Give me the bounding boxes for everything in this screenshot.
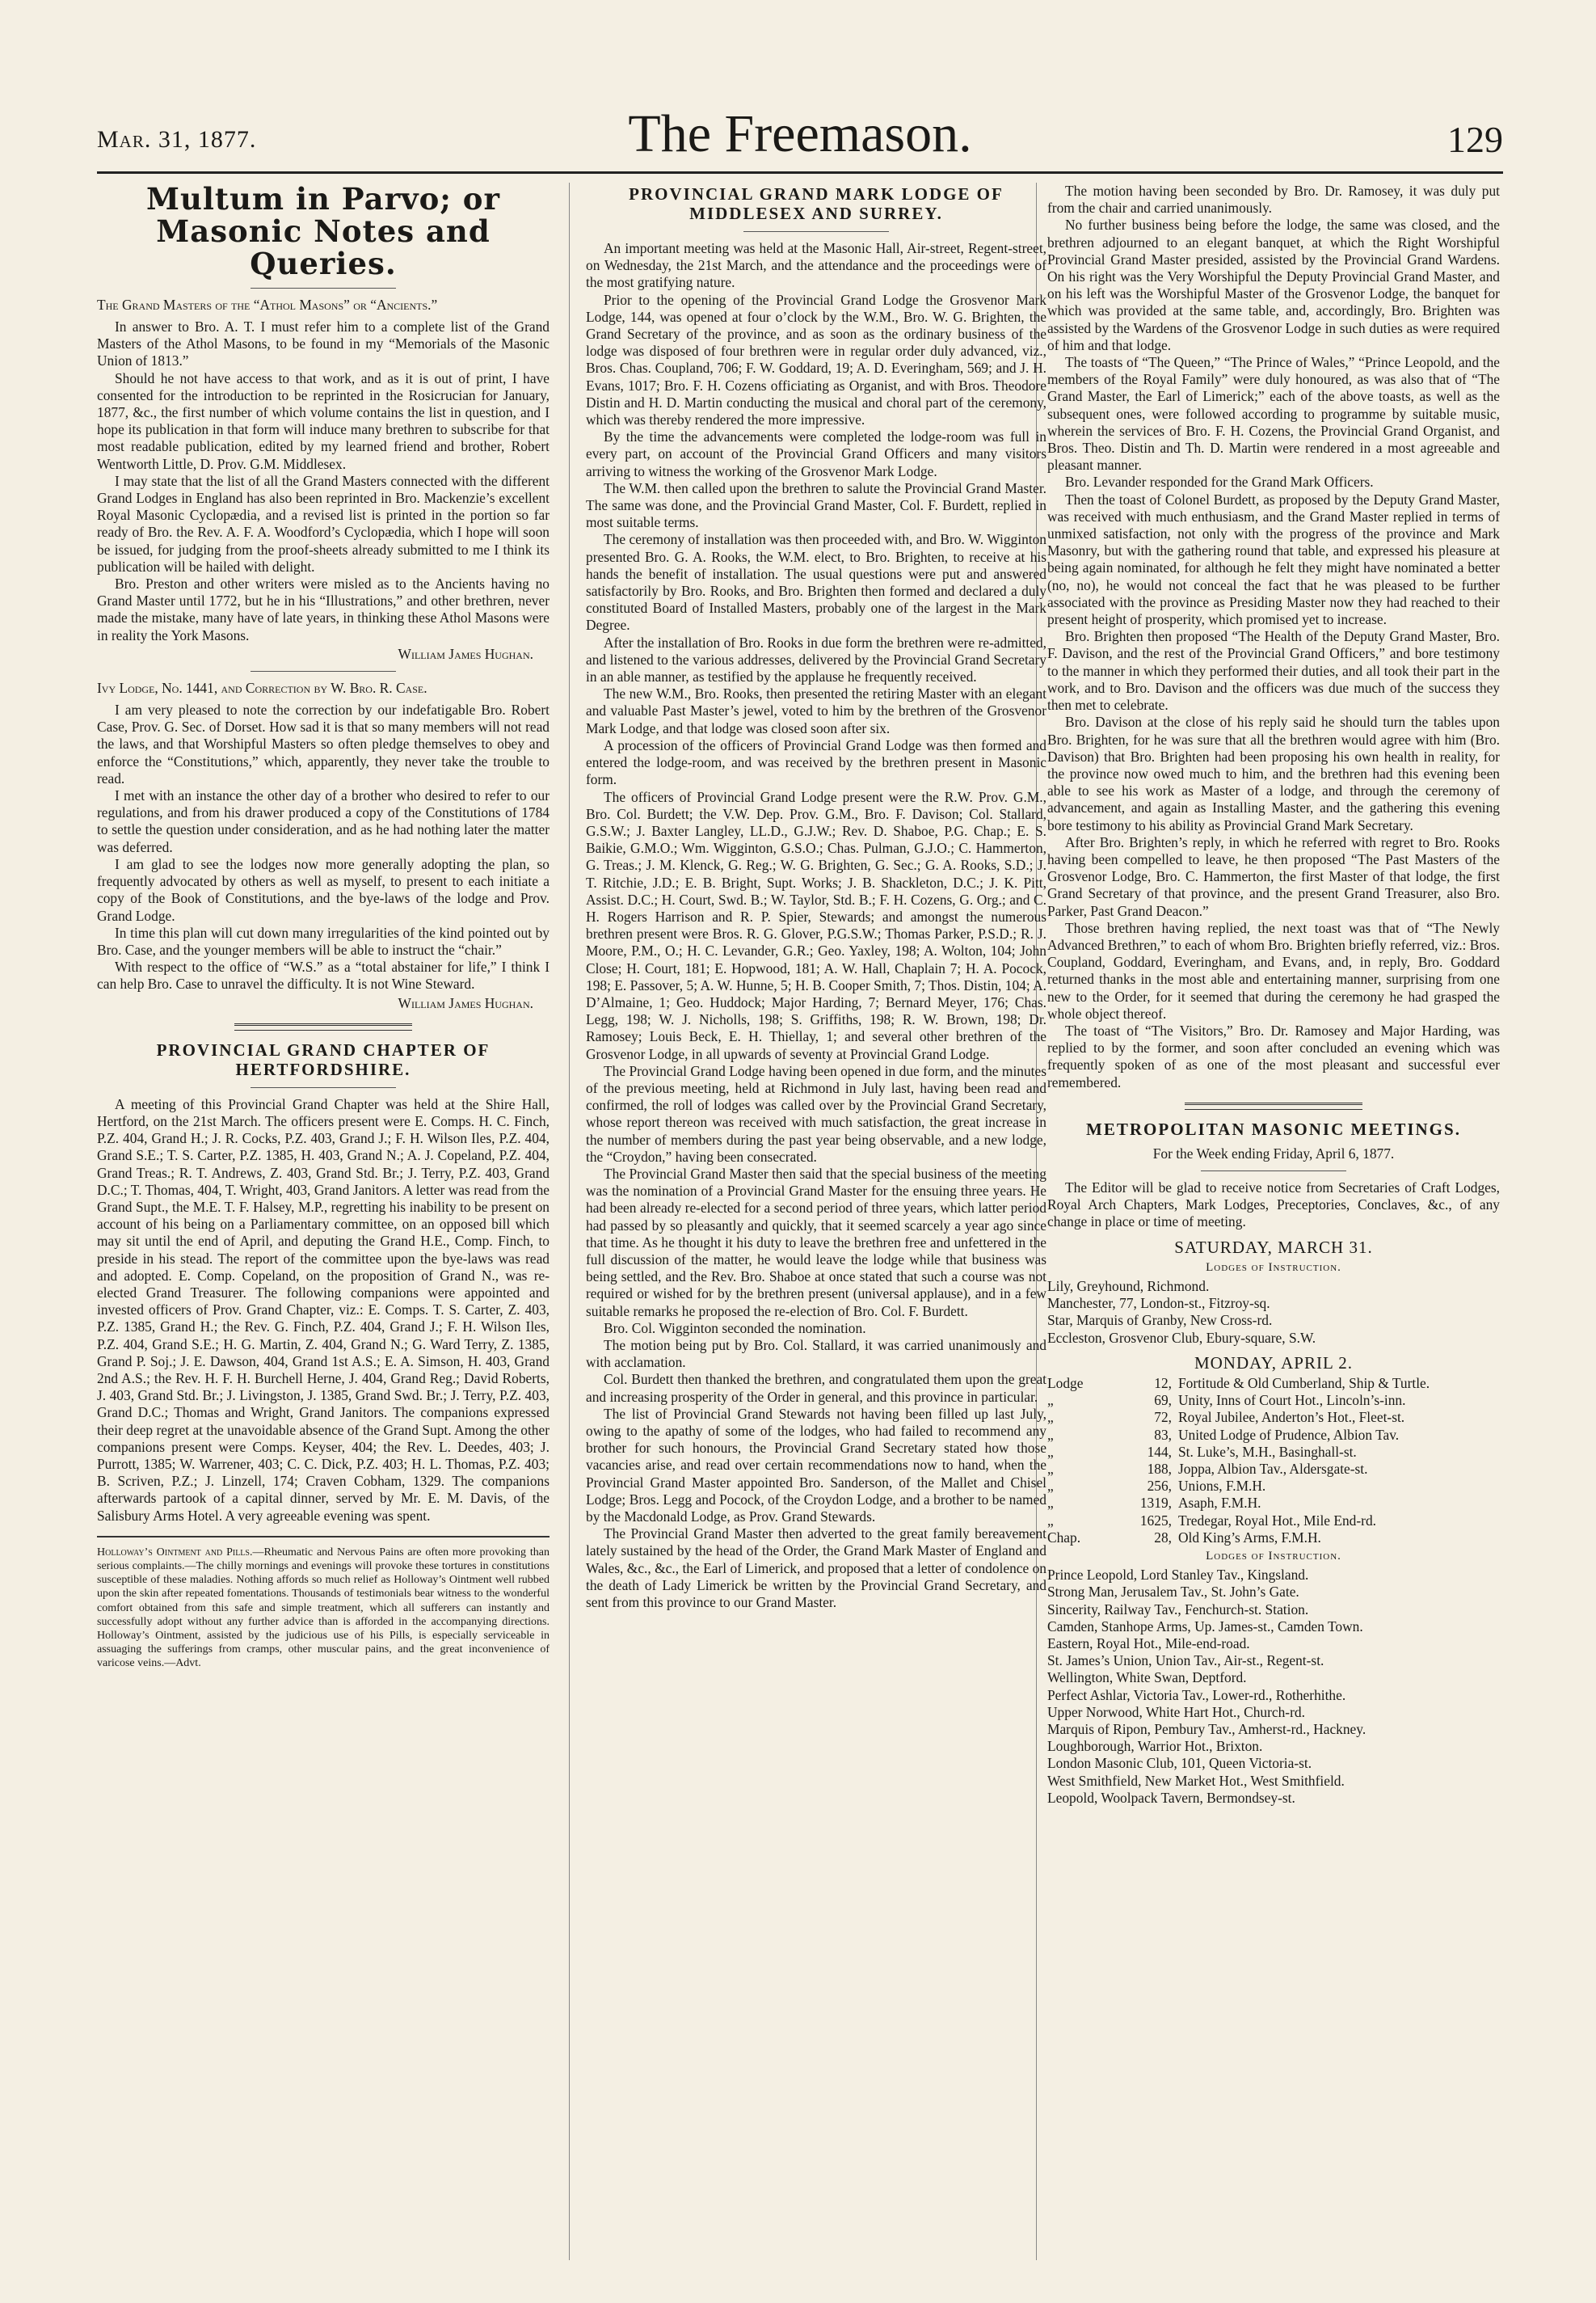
column-3 [1047,183,1500,2271]
lodge-number: 1319, [1139,1495,1172,1512]
lodge-number: 144, [1147,1443,1172,1460]
meeting-entry: London Masonic Club, 101, Queen Victoria-st. [1047,1755,1312,1772]
double-rule [234,1023,412,1031]
lodge-venue: United Lodge of Prudence, Albion Tav. [1178,1426,1400,1443]
lodge-venue: Old King’s Arms, F.M.H. [1178,1529,1321,1546]
lodge-number: 256, [1147,1478,1172,1495]
paragraph: I am very pleased to note the correction by our indefatigable Bro. Robert Case, Prov. G. Sec. of Dorset. How sad it is that so many members will not read the laws, and that Worshipful Masters so often pledge themselves to obey and enforce the “Constitutions,” which, apparently, they never take the trouble to read. [97,702,550,787]
advert-text: —Rheumatic and Nervous Pains are often more provoking than serious complaints.—The chilly mornings and evenings will provoke these tortures in constitutions susceptible of these maladies. Nothing affords so much relief as Holloway’s Ointment well rubbed upon the skin after repeated fomentations. Thousands of testimonials bear witness to the wonderful comfort obtained from this safe and simple treatment, which all sufferers can instantly and successfully adopt without any further advice than is afforded in the accompanying directions. Holloway’s Ointment, assisted by the judicious use of his Pills, is especially serviceable in assuaging the sufferings from cramps, other muscular pains, and the great inconvenience of varicose veins.—Advt. [97,1546,550,1670]
meeting-entry: Loughborough, Warrior Hot., Brixton. [1047,1738,1263,1755]
lodge-type: Lodge [1047,1375,1084,1391]
notes-and-queries-title: Multum in Parvo; or Masonic Notes and Queries. [146,183,500,281]
meeting-entry: Sincerity, Railway Tav., Fenchurch-st. Station. [1047,1601,1309,1618]
lodge-row [1047,1427,1500,1444]
paragraph: Bro. Preston and other writers were misled as to the Ancients having no Grand Master until 1772, but he in his “Illustrations,” and other brethren, never made the mistake, many have of late years, in thinking these Athol Masons were in reality the York Masons. [97,576,550,643]
lodge-venue: St. Luke’s, M.H., Basinghall-st. [1178,1443,1357,1460]
issue-date: Mar. 31, 1877. [97,126,257,153]
paragraph: I am glad to see the lodges now more generally adopting the plan, so frequently advocated by others as well as myself, to present to each initiate a copy of the Book of Constitutions, and the bye-laws of the lodge and Prov. Grand Lodge. [97,855,550,924]
paragraph: I may state that the list of all the Grand Masters connected with the different Grand Lodges in England has also been reprinted in Bro. Mackenzie’s excellent Royal Masonic Cyclopædia, and a revised list is printed in the portion so far ready of Bro. the Rev. A. F. A. Woodford’s Cyclopædia, which I hope will soon be issued, for judging from the proof-sheets already submitted to me I think its publication will be hailed with delight. [97,472,550,575]
editor-note: The Editor will be glad to receive notice from Secretaries of Craft Lodges, Royal Arch Chapters, Mark Lodges, Preceptories, Conclaves, &c., of any change in place or time of meeting. [1047,1179,1500,1230]
paragraph: The ceremony of installation was then proceeded with, and Bro. W. Wigginton presented Bro. G. A. Rooks, the W.M. elect, to Bro. Brighten, to receive at his hands the benefit of installation. The usual questions were put and answered satisfactorily by Bro. Rooks, and Bro. Brighten then formed and declared a duly constituted Board of Installed Masters, probably one of the largest in the Mark Degree. [586,531,1046,634]
lodge-number: 72, [1154,1409,1172,1426]
article-heading: Ivy Lodge, No. 1441, and Correction by W. Bro. R. Case. [97,680,427,697]
paragraph: Should he not have access to that work, and as it is out of print, I have consented for the introduction to be reprinted in the Rosicrucian for January, 1877, &c., the first number of which volume contains the list in question, and I hope its publication in that form will induce many brethren to subscribe for that most readable publication, edited by my learned friend and brother, Robert Wentworth Little, D. Prov. G.M. Middlesex. [97,369,550,472]
meeting-entry: Wellington, White Swan, Deptford. [1047,1669,1247,1686]
mark-lodge-headline: PROVINCIAL GRAND MARK LODGE OF MIDDLESEX AND SURREY. [629,184,1004,223]
lodge-type: „ [1047,1478,1054,1495]
article-body [1047,183,1500,1091]
lodge-number: 83, [1154,1426,1172,1443]
section-rule [251,671,396,672]
column-1 [97,183,550,2271]
paragraph: Bro. Col. Wigginton seconded the nomination. [604,1319,866,1336]
paragraph: The toast of “The Visitors,” Bro. Dr. Ramosey and Major Harding, was replied to by the former, and soon after concluded an evening which was frequently spoken of as one of the most pleasant and successful ever remembered. [1047,1022,1500,1090]
article-heading: The Grand Masters of the “Athol Masons” or “Ancients.” [97,297,438,313]
meeting-entry: Star, Marquis of Granby, New Cross-rd. [1047,1312,1273,1329]
paragraph: After the installation of Bro. Rooks in due form the brethren were re-admitted, and listened to the various addresses, delivered by the Provincial Grand Secretary in an able manner, as testified by the applause he frequently received. [586,634,1046,685]
lodge-venue: Royal Jubilee, Anderton’s Hot., Fleet-st. [1178,1409,1405,1426]
lodge-venue: Asaph, F.M.H. [1178,1495,1261,1512]
lodge-number: 188, [1147,1461,1172,1478]
lodge-type: „ [1047,1392,1054,1409]
paragraph: The officers of Provincial Grand Lodge present were the R.W. Prov. G.M., Bro. Col. Burdett; the V.W. Dep. Prov. G.M., Bro. F. Davison; Col. Stallard, G.S.W.; J. Baxter Langley, LL.D., G.J.W.; Rev. D. Shaboe, P.G. Chap.; E. S. Baikie, G.M.O.; Wm. Wigginton, G.S.O.; Chas. Pulman, G.J.O.; C. Hammerton, G. Treas.; J. M. Klenck, G. Reg.; W. G. Brighten, G. Sec.; G. A. Rooks, S.D.; J. T. Ritchie, J.D.; E. B. Bright, Supt. Works; J. B. Shackleton, D.C.; J. K. Pitt, Assist. D.C.; H. Court, Swd. B.; W. Taylor, Std. B.; F. H. Cozens, G. Org.; and C. H. Rogers Harrison and R. P. Spier, Stewards; and amongst the numerous brethren present were Bros. R. G. Glover, P.G.S.W.; Thomas Parker, P.S.D.; R. J. Moore, P.M., O.; H. C. Levander, G.R.; Geo. Yaxley, 198; A. Wolton, 104; John Close; H. Court, 181; E. Hopwood, 181; A. W. Hall, Chaplain 7; H. A. Pocock, 198; E. Passover, 5; A. W. Hunne, 5; H. B. Cooper Smith, 7; Thos. Distin, 104; A. D’Almaine, 1; Geo. Huddock; Major Harding, 7; Bernard Meyer, 176; Chas. Legg, 198; W. J. Nicholls, 198; S. Griffiths, 198; R. W. Brown, 198; Dr. Ramosey; Louis Beck, E. H. Thiellay, 1; and several other brethren of the Grosvenor Lodge, in all upwards of seventy at Provincial Grand Lodge. [586,788,1046,1062]
section-rule [743,231,889,232]
page-number: 129 [1447,119,1503,160]
paragraph: The list of Provincial Grand Stewards not having been filled up last July, owing to the apathy of some of the lodges, who had failed to recommend any brother for such honours, the Provincial Grand Secretary stated how those vacancies arise, and read over certain recommendations now to hand, when the Provincial Grand Master appointed Bro. Sanderson, of the Mallet and Chisel Lodge; Bros. Legg and Pocock, of the Croydon Lodge, and a brother to be named by the Macdonald Lodge, as Prov. Grand Stewards. [586,1405,1046,1525]
lodge-number: 1625, [1139,1512,1172,1529]
holloway-advertisement [97,1546,550,1671]
newspaper-title: The Freemason. [628,104,972,163]
lodge-type: „ [1047,1409,1054,1426]
sub-heading: Lodges of Instruction. [1206,1260,1341,1274]
lodge-table [1047,1375,1500,1546]
meeting-entry: Perfect Ashlar, Victoria Tav., Lower-rd., Rotherhithe. [1047,1686,1346,1703]
article-body [586,240,1046,1611]
paragraph: The new W.M., Bro. Rooks, then presented the retiring Master with an elegant and valuable Past Master’s jewel, voted to him by the brethren of the Grosvenor Mark Lodge, and that lodge was closed soon after six. [586,685,1046,736]
meeting-entry: Lily, Greyhound, Richmond. [1047,1277,1210,1294]
meeting-entry: Marquis of Ripon, Pembury Tav., Amherst-rd., Hackney. [1047,1721,1366,1738]
paragraph: The W.M. then called upon the brethren to salute the Provincial Grand Master. The same was done, and the Provincial Grand Master, Col. F. Burdett, replied in most suitable terms. [586,479,1046,531]
lodge-type: „ [1047,1443,1054,1460]
lodge-venue: Fortitude & Old Cumberland, Ship & Turtle. [1178,1375,1430,1391]
paragraph: I met with an instance the other day of a brother who desired to refer to our regulations, and from his drawer produced a copy of the Constitutions of 1784 to settle the question under consideration, and as he had nothing later the matter was deferred. [97,787,550,855]
lodge-row [1047,1444,1500,1461]
paragraph: The Provincial Grand Master then said that the special business of the meeting was the nomination of a Provincial Grand Master for the ensuing three years. He had been already re-elected for a second period of three years, which latter period had passed by so pleasantly and quickly, that it seemed scarcely a year ago since that time. As he thought it his duty to leave the brethren free and unfettered in the full discussion of the matter, he would leave the lodge while that business was being settled, and the Rev. Bro. Shaboe at once stated that such a course was not required or wished for by the brethren present (universal applause), and in a few suitable remarks he proposed the re-election of Bro. Col. F. Burdett. [586,1165,1046,1319]
section-rule [251,288,396,289]
lodge-venue: Joppa, Albion Tav., Aldersgate-st. [1178,1461,1368,1478]
paragraph: Bro. Brighten then proposed “The Health of the Deputy Grand Master, Bro. F. Davison, and the rest of the Provincial Grand Officers,” and bore testimony to the manner in which they performed their duties, and all took their part in the work, and to Bro. Davison and the officers was due much of the success they then met to celebrate. [1047,628,1500,714]
paragraph: Col. Burdett then thanked the brethren, and congratulated them upon the great and increasing prosperity of the Order in general, and this province in particular. [586,1371,1046,1405]
lodge-venue: Tredegar, Royal Hot., Mile End-rd. [1178,1512,1376,1529]
advert-lead: Holloway’s Ointment and Pills. [97,1546,253,1559]
day-heading: SATURDAY, MARCH 31. [1174,1237,1373,1257]
paragraph: In time this plan will cut down many irregularities of the kind pointed out by Bro. Case, and the younger members will be able to instruct the “chair.” [97,924,550,958]
meeting-entry: Eccleston, Grosvenor Club, Ebury-square, S.W. [1047,1329,1316,1346]
section-rule [251,1087,396,1088]
paragraph: An important meeting was held at the Masonic Hall, Air-street, Regent-street, on Wednesday, the 21st March, and the attendance and the proceedings were of the most gratifying nature. [586,240,1046,291]
lodge-row [1047,1512,1500,1529]
paragraph: The motion having been seconded by Bro. Dr. Ramosey, it was duly put from the chair and carried unanimously. [1047,183,1500,217]
lodge-venue: Unions, F.M.H. [1178,1478,1266,1495]
paragraph: Bro. Davison at the close of his reply said he should turn the tables upon Bro. Brighten, for he was sure that all the brethren would agree with him (Bro. Davison) that Bro. Brighten had been proposing his own health in reality, for the province now owed much to him, and the brethren had this evening been able to see his work as Master of a lodge, and through the ceremony of advancement, and again as Installing Master, and the gathering this evening bore testimony to his ability as Provincial Grand Mark Secretary. [1047,714,1500,833]
signature: William James Hughan. [398,645,533,662]
section-rule [1201,1170,1346,1171]
paragraph: A procession of the officers of Provincial Grand Lodge was then formed and entered the lodge-room, and was received by the brethren present in Masonic form. [586,736,1046,788]
signature: William James Hughan. [398,994,533,1011]
paragraph: Bro. Levander responded for the Grand Mark Officers. [1065,474,1374,491]
meeting-entry: Upper Norwood, White Hart Hot., Church-rd. [1047,1703,1305,1720]
lodge-venue: Unity, Inns of Court Hot., Lincoln’s-inn. [1178,1392,1406,1409]
header-rule [97,171,1503,174]
lodge-type: „ [1047,1495,1054,1512]
lodge-row [1047,1495,1500,1512]
paragraph: No further business being before the lodge, the same was closed, and the brethren adjourned to an elegant banquet, at which the Right Worshipful Provincial Grand Master presided, assisted by the Provincial Grand Wardens. On his right was the Very Worshipful the Deputy Provincial Grand Master, and on his left was the Worshipful Master of the Grosvenor Lodge, the banquet for which was provided at the same table, and, accordingly, Bro. Brighten was assisted by the Wardens of the Grosvenor Lodge in such duties as were required of him and that lodge. [1047,217,1500,353]
paragraph: A meeting of this Provincial Grand Chapter was held at the Shire Hall, Hertford, on the 21st March. The officers present were E. Comps. H. C. Finch, P.Z. 404, Grand H.; J. R. Cocks, P.Z. 403, Grand J.; F. H. Wilson Iles, P.Z. 404, Grand S.E.; T. S. Carter, P.Z. 1385, H. 403, Grand N.; A. J. Copeland, P.Z. 404, Grand Treas.; R. T. Andrews, Z. 403, Grand Std. Br.; J. Terry, P.Z. 403, Grand D.C.; T. Thomas, 404, T. Wright, 403, Grand Janitors. A letter was read from the Grand Supt., the M.E. T. F. Halsey, M.P., regretting his inability to be present on account of his being on a Parliamentary committee, on an opposed bill which may sit until the end of April, and deputing the Grand H.E., Comp. Finch, to preside in his stead. The report of the committee upon the bye-laws was read and adopted. E. Comp. Copeland, on the proposition of Grand N., was re-elected Grand Treasurer. The following companions were appointed and invested officers of Prov. Grand Chapter, viz.: E. Comps. T. S. Carter, Z. 403, P.Z. 1385, Grand H.; the Rev. G. Finch, P.Z. 404, Grand J.; F. H. Wilson Iles, P.Z. 404, Grand S.E.; H. G. Martin, Z. 404, Grand N.; G. Ward Terry, Z. 1385, Grand P. Soj.; J. E. Dawson, 404, Grand 1st A.S.; E. A. Simson, H. 403, Grand 2nd A.S.; the Rev. H. F. H. Burchell Herne, J. 404, Grand Reg.; David Roberts, J. 403, Grand Std. Br.; J. Livingston, J. 1385, Grand Swd. Br.; J. Terry, P.Z. 403, Grand D.C.; Thomas and Wright, Grand Janitors. The companions expressed their deep regret at the unavoidable absence of the Grand Supt. Among the other companions present were Comps. Keyser, 404; the Rev. L. Deedes, 403; J. Purrott, 1385; W. Warrener, 403; C. C. Dick, P.Z. 403; H. L. Thomas, P.Z. 403; B. Scriven, P.Z.; J. Linzell, 174; Craven Cobham, 1329. The companions afterwards partook of a capital dinner, served by Mr. E. M. Davis, of the Salisbury Arms Hotel. A very agreeable evening was spent. [97,1095,550,1524]
meeting-entry: Camden, Stanhope Arms, Up. James-st., Camden Town. [1047,1618,1363,1634]
lodge-type: Chap. [1047,1529,1081,1546]
meetings-headline: METROPOLITAN MASONIC MEETINGS. [1086,1119,1461,1139]
meeting-entry: Leopold, Woolpack Tavern, Bermondsey-st. [1047,1789,1295,1806]
meeting-entry: West Smithfield, New Market Hot., West Smithfield. [1047,1772,1345,1789]
paragraph: The toasts of “The Queen,” “The Prince of Wales,” “Prince Leopold, and the members of the Royal Family” were duly honoured, as was also that of “The Grand Master, the Earl of Limerick;” each of the above toasts, as well as the subsequent ones, were followed according to programme by suitable music, wherein the services of Bro. F. H. Cozens, the Provincial Grand Organist, and Bros. Theo. Distin and Th. D. Martin were rendered in a most agreeable and pleasant manner. [1047,354,1500,474]
paragraph: The Provincial Grand Lodge having been opened in due form, and the minutes of the previous meeting, held at Richmond in July last, having been read and confirmed, the roll of lodges was called over by the Provincial Grand Secretary, whose report thereon was received with much satisfaction, the great increase in the number of members during the past year being observable, and a new lodge, the “Croydon,” having been consecrated. [586,1062,1046,1165]
column-divider [569,183,570,2260]
lodge-number: 12, [1154,1375,1172,1391]
paragraph: Those brethren having replied, the next toast was that of “The Newly Advanced Brethren,” to each of whom Bro. Brighten briefly referred, viz.: Bros. Coupland, Goddard, Everingham, and Evans, and, in reply, Bro. Goddard returned thanks in the most able and entertaining manner, surprising from one new to the Order, for it seemed that during the ceremony he had grasped the whole object thereof. [1047,919,1500,1022]
lodge-row [1047,1375,1500,1392]
lodge-number: 69, [1154,1392,1172,1409]
chapter-headline: PROVINCIAL GRAND CHAPTER OF HERTFORDSHIRE. [156,1040,491,1079]
meeting-entry: Manchester, 77, London-st., Fitzroy-sq. [1047,1295,1270,1312]
article-body [97,318,550,644]
lodge-row [1047,1392,1500,1409]
article-body [97,702,550,993]
masthead [97,103,1503,168]
meetings-subtitle: For the Week ending Friday, April 6, 1877. [1152,1145,1395,1162]
lodge-row [1047,1409,1500,1426]
paragraph: The motion being put by Bro. Col. Stallard, it was carried unanimously and with acclamation. [586,1337,1046,1371]
day-heading: MONDAY, APRIL 2. [1194,1352,1354,1373]
lodge-type: „ [1047,1512,1054,1529]
paragraph: In answer to Bro. A. T. I must refer him to a complete list of the Grand Masters of the Athol Masons, to be found in my “Memorials of the Masonic Union of 1813.” [97,318,550,369]
paragraph: Prior to the opening of the Provincial Grand Lodge the Grosvenor Mark Lodge, 144, was opened at four o’clock by the W.M., Bro. W. G. Brighten, the Grand Secretary of the province, and as soon as the ordinary business of the lodge was disposed of four brethren were in regular order duly advanced, viz., Bros. Chas. Coupland, 706; F. W. Goddard, 19; A. D. Everingham, 569; and J. H. Evans, 1017; Bro. F. H. Cozens officiating as Organist, and with Bros. Theodore Distin and H. D. Martin conducting the musical and choral part of the ceremony, which was thereby rendered the more impressive. [586,291,1046,428]
lodge-row [1047,1478,1500,1495]
paragraph: Then the toast of Colonel Burdett, as proposed by the Deputy Grand Master, was received with much enthusiasm, and the Grand Master replied in terms of unmixed satisfaction, not only with the progress of the province and Mark Masonry, but with the gathering round that table, and expressed his pleasure at being again nominated, for although he felt they might have nominated a better (no, no), he would not conceal the fact that he was pleased to be further associated with the province as Presiding Master now they had reached to their present height of prosperity, which promised yet to increase. [1047,491,1500,628]
meeting-entry: Strong Man, Jerusalem Tav., St. John’s Gate. [1047,1584,1299,1601]
lodge-row [1047,1529,1500,1546]
article-body [97,1096,550,1525]
lodge-number: 28, [1154,1529,1172,1546]
meeting-list [1047,1567,1500,1807]
meeting-entry: St. James’s Union, Union Tav., Air-st., Regent-st. [1047,1652,1324,1669]
meeting-entry: Prince Leopold, Lord Stanley Tav., Kingsland. [1047,1567,1309,1584]
paragraph: With respect to the office of “W.S.” as a “total abstainer for life,” I think I can help Bro. Case to unravel the difficulty. It is not Wine Steward. [97,959,550,993]
double-rule [1185,1103,1362,1110]
paragraph: By the time the advancements were completed the lodge-room was full in every part, on account of the Provincial Grand Officers and many visitors arriving to witness the working of the Grosvenor Mark Lodge. [586,428,1046,479]
sub-heading: Lodges of Instruction. [1206,1550,1341,1563]
lodge-type: „ [1047,1426,1054,1443]
lodge-row [1047,1461,1500,1478]
column-2 [586,183,1046,2271]
advert-rule [97,1536,550,1537]
meeting-list [1047,1278,1500,1347]
paragraph: After Bro. Brighten’s reply, in which he referred with regret to Bro. Rooks having been compelled to leave, he then proposed “The Past Masters of the Grosvenor Lodge, Bro. C. Hammerton, the first Master of that lodge, the first Grand Secretary of that province, and the present Grand Treasurer, also Bro. Parker, Past Grand Deacon.” [1047,833,1500,919]
lodge-type: „ [1047,1461,1054,1478]
paragraph: The Provincial Grand Master then adverted to the great family bereavement lately sustained by the head of the Order, the Grand Mark Master of England and Wales, &c., &c., the Earl of Limerick, and proposed that a letter of condolence on the death of Lady Limerick be written by the Provincial Grand Secretary, and sent from this province to our Grand Master. [586,1525,1046,1611]
meeting-entry: Eastern, Royal Hot., Mile-end-road. [1047,1635,1250,1652]
